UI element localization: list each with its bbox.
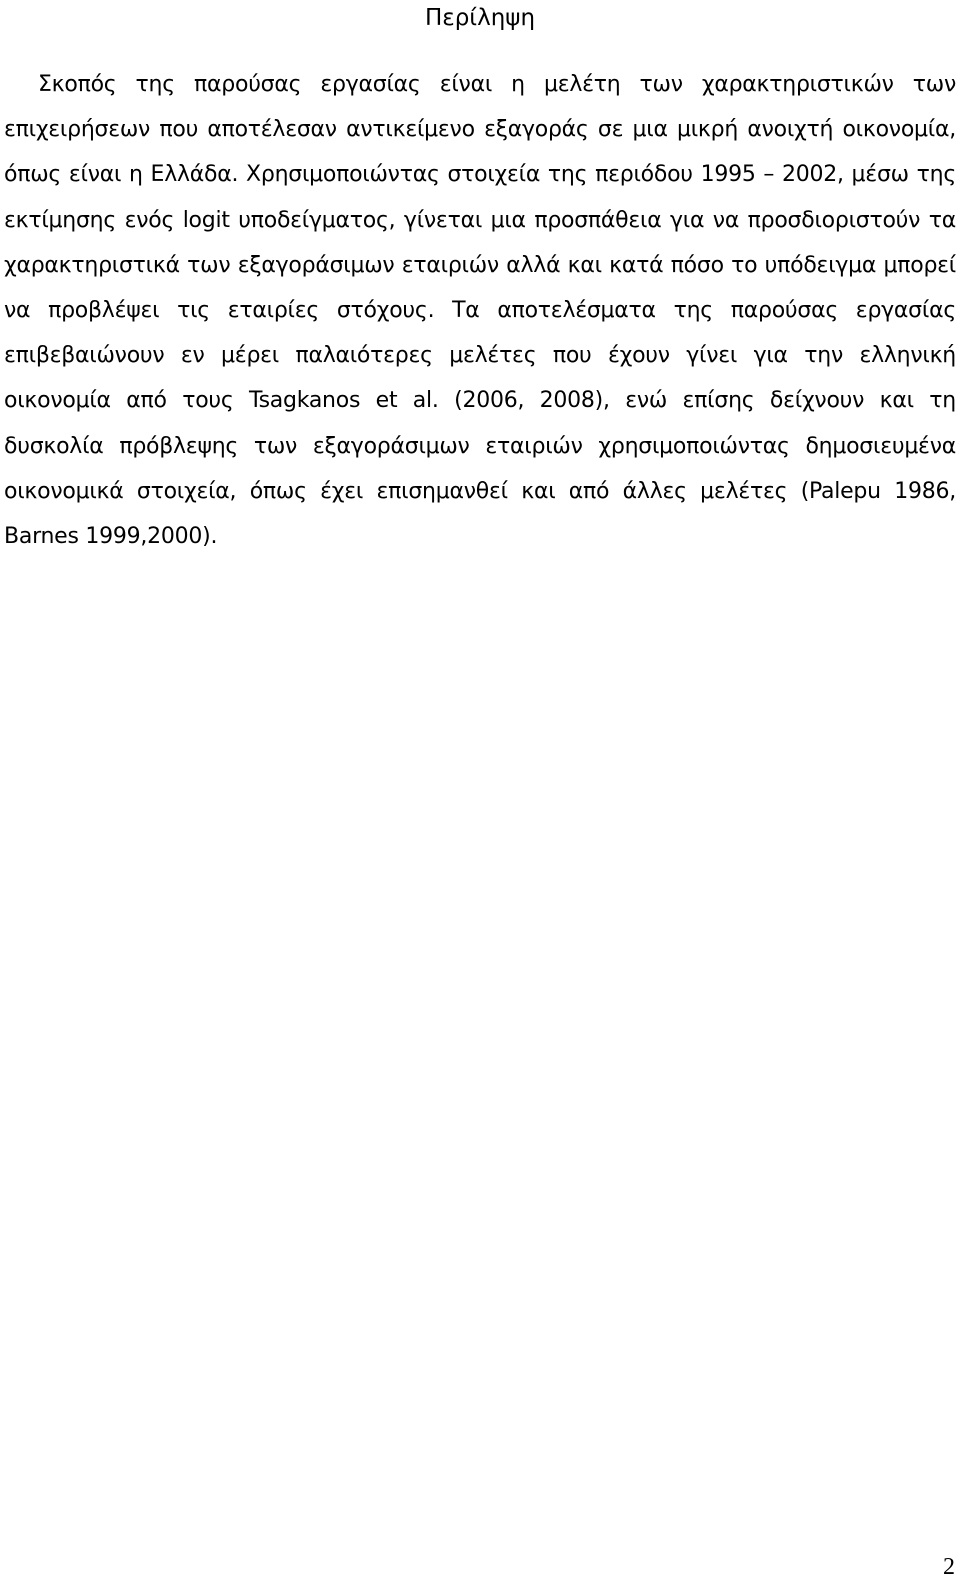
page-number: 2 xyxy=(943,1554,955,1580)
page-title: Περίληψη xyxy=(424,5,536,31)
abstract-paragraph: Σκοπός της παρούσας εργασίας είναι η μελέτη των χαρακτηριστικών των επιχειρήσεων που αποτέλεσαν αντικείμενο εξαγοράς σε μια μικρή ανοιχτή οικονομία, όπως είναι η Ελλάδα. Χρησιμοποιώντας στοιχεία της περιόδου 1995 – 2002, μέσω της εκτίμησης ενός logit υποδείγματος, γίνεται μια προσπάθεια για να προσδιοριστούν τα χαρακτηριστικά των εξαγοράσιμων εταιριών αλλά και κατά πόσο το υπόδειγμα μπορεί να προβλέψει τις εταιρίες στόχους. Τα αποτελέσματα της παρούσας εργασίας επιβεβαιώνουν εν μέρει παλαιότερες μελέτες που έχουν γίνει για την ελληνική οικονομία από τους Tsagkanos et al. (2006, 2008), ενώ επίσης δείχνουν και τη δυσκολία πρόβλεψης των εξαγοράσιμων εταιριών χρησιμοποιώντας δημοσιευμένα οικονομικά στοιχεία, όπως έχει επισημανθεί και από άλλες μελέτες (Palepu 1986, Barnes 1999,2000). xyxy=(4,72,956,550)
